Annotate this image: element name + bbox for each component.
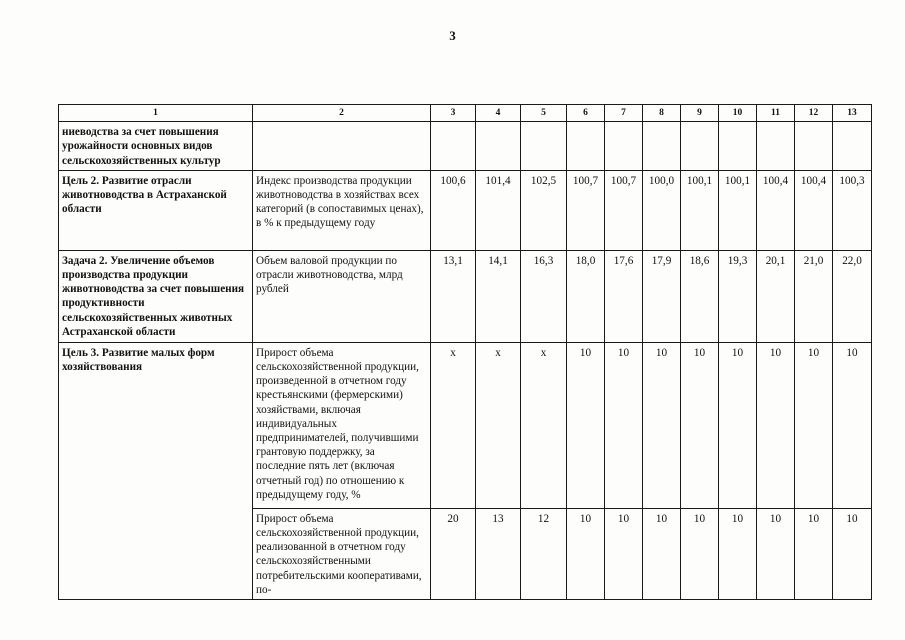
value-cell: 100,4 xyxy=(757,170,795,250)
value-cell: х xyxy=(521,342,567,508)
value-cell: х xyxy=(431,342,476,508)
value-cell: 18,0 xyxy=(567,250,605,342)
table-header-row xyxy=(59,105,872,122)
column-header: 8 xyxy=(643,105,681,122)
value-cell: 10 xyxy=(643,342,681,508)
indicator-cell: Прирост объема сельскохозяйственной продукции, произведенной в отчетном году крестьянскими (фермерскими) хозяйствами, включая индивидуальных предпринимателей, получившими грантовую поддержку, за последние пять лет (включая отчетный год) по отношению к предыдущему году, % xyxy=(253,342,431,508)
column-header: 6 xyxy=(567,105,605,122)
column-header: 11 xyxy=(757,105,795,122)
value-cell: 14,1 xyxy=(476,250,521,342)
column-header: 1 xyxy=(59,105,253,122)
value-cell: 10 xyxy=(833,342,872,508)
value-cell: 18,6 xyxy=(681,250,719,342)
table-row xyxy=(59,122,872,171)
value-cell xyxy=(757,122,795,171)
value-cell: 10 xyxy=(757,342,795,508)
value-cell: 10 xyxy=(795,342,833,508)
value-cell: 10 xyxy=(681,508,719,599)
table-row xyxy=(59,250,872,342)
value-cell: 17,6 xyxy=(605,250,643,342)
table-row xyxy=(59,170,872,250)
value-cell: 10 xyxy=(567,342,605,508)
goal-cell: Цель 2. Развитие отрасли животноводства в Астраханской области xyxy=(59,170,253,250)
value-cell xyxy=(795,122,833,171)
value-cell: 100,1 xyxy=(719,170,757,250)
value-cell: 12 xyxy=(521,508,567,599)
column-header: 3 xyxy=(431,105,476,122)
value-cell: 100,7 xyxy=(605,170,643,250)
value-cell xyxy=(567,122,605,171)
column-header: 5 xyxy=(521,105,567,122)
column-header: 9 xyxy=(681,105,719,122)
value-cell xyxy=(605,122,643,171)
goal-cell: ниеводства за счет повышения урожайности основных видов сельскохозяйственных культур xyxy=(59,122,253,171)
indicator-cell xyxy=(253,122,431,171)
value-cell: 100,4 xyxy=(795,170,833,250)
indicator-cell: Объем валовой продукции по отрасли животноводства, млрд рублей xyxy=(253,250,431,342)
column-header: 7 xyxy=(605,105,643,122)
value-cell: х xyxy=(476,342,521,508)
value-cell: 13 xyxy=(476,508,521,599)
value-cell xyxy=(521,122,567,171)
column-header: 10 xyxy=(719,105,757,122)
value-cell: 100,3 xyxy=(833,170,872,250)
value-cell: 100,1 xyxy=(681,170,719,250)
value-cell: 22,0 xyxy=(833,250,872,342)
value-cell xyxy=(681,122,719,171)
value-cell: 10 xyxy=(567,508,605,599)
value-cell: 19,3 xyxy=(719,250,757,342)
indicator-cell: Прирост объема сельскохозяйственной продукции, реализованной в отчетном году сельскохозяйственными потребительскими кооперативами, по- xyxy=(253,508,431,599)
column-header: 13 xyxy=(833,105,872,122)
value-cell xyxy=(833,122,872,171)
value-cell: 10 xyxy=(833,508,872,599)
value-cell: 100,0 xyxy=(643,170,681,250)
column-header: 2 xyxy=(253,105,431,122)
value-cell: 10 xyxy=(719,508,757,599)
value-cell xyxy=(476,122,521,171)
value-cell: 10 xyxy=(795,508,833,599)
value-cell: 20 xyxy=(431,508,476,599)
value-cell: 10 xyxy=(719,342,757,508)
column-header: 12 xyxy=(795,105,833,122)
column-header: 4 xyxy=(476,105,521,122)
value-cell: 21,0 xyxy=(795,250,833,342)
value-cell: 16,3 xyxy=(521,250,567,342)
value-cell: 10 xyxy=(757,508,795,599)
value-cell: 20,1 xyxy=(757,250,795,342)
value-cell: 13,1 xyxy=(431,250,476,342)
value-cell: 17,9 xyxy=(643,250,681,342)
value-cell xyxy=(643,122,681,171)
value-cell: 10 xyxy=(681,342,719,508)
indicators-table xyxy=(58,104,872,600)
value-cell xyxy=(431,122,476,171)
value-cell: 10 xyxy=(605,508,643,599)
value-cell xyxy=(719,122,757,171)
goal-cell: Цель 3. Развитие малых форм хозяйствования xyxy=(59,342,253,599)
value-cell: 102,5 xyxy=(521,170,567,250)
indicator-cell: Индекс производства продукции животноводства в хозяйствах всех категорий (в сопоставимых ценах), в % к предыдущему году xyxy=(253,170,431,250)
value-cell: 100,6 xyxy=(431,170,476,250)
value-cell: 100,7 xyxy=(567,170,605,250)
goal-cell: Задача 2. Увеличение объемов производства продукции животноводства за счет повышения продуктивности сельскохозяйственных животных Астраханской области xyxy=(59,250,253,342)
table-row xyxy=(59,342,872,508)
value-cell: 10 xyxy=(643,508,681,599)
value-cell: 101,4 xyxy=(476,170,521,250)
value-cell: 10 xyxy=(605,342,643,508)
page-number: 3 xyxy=(449,28,456,43)
